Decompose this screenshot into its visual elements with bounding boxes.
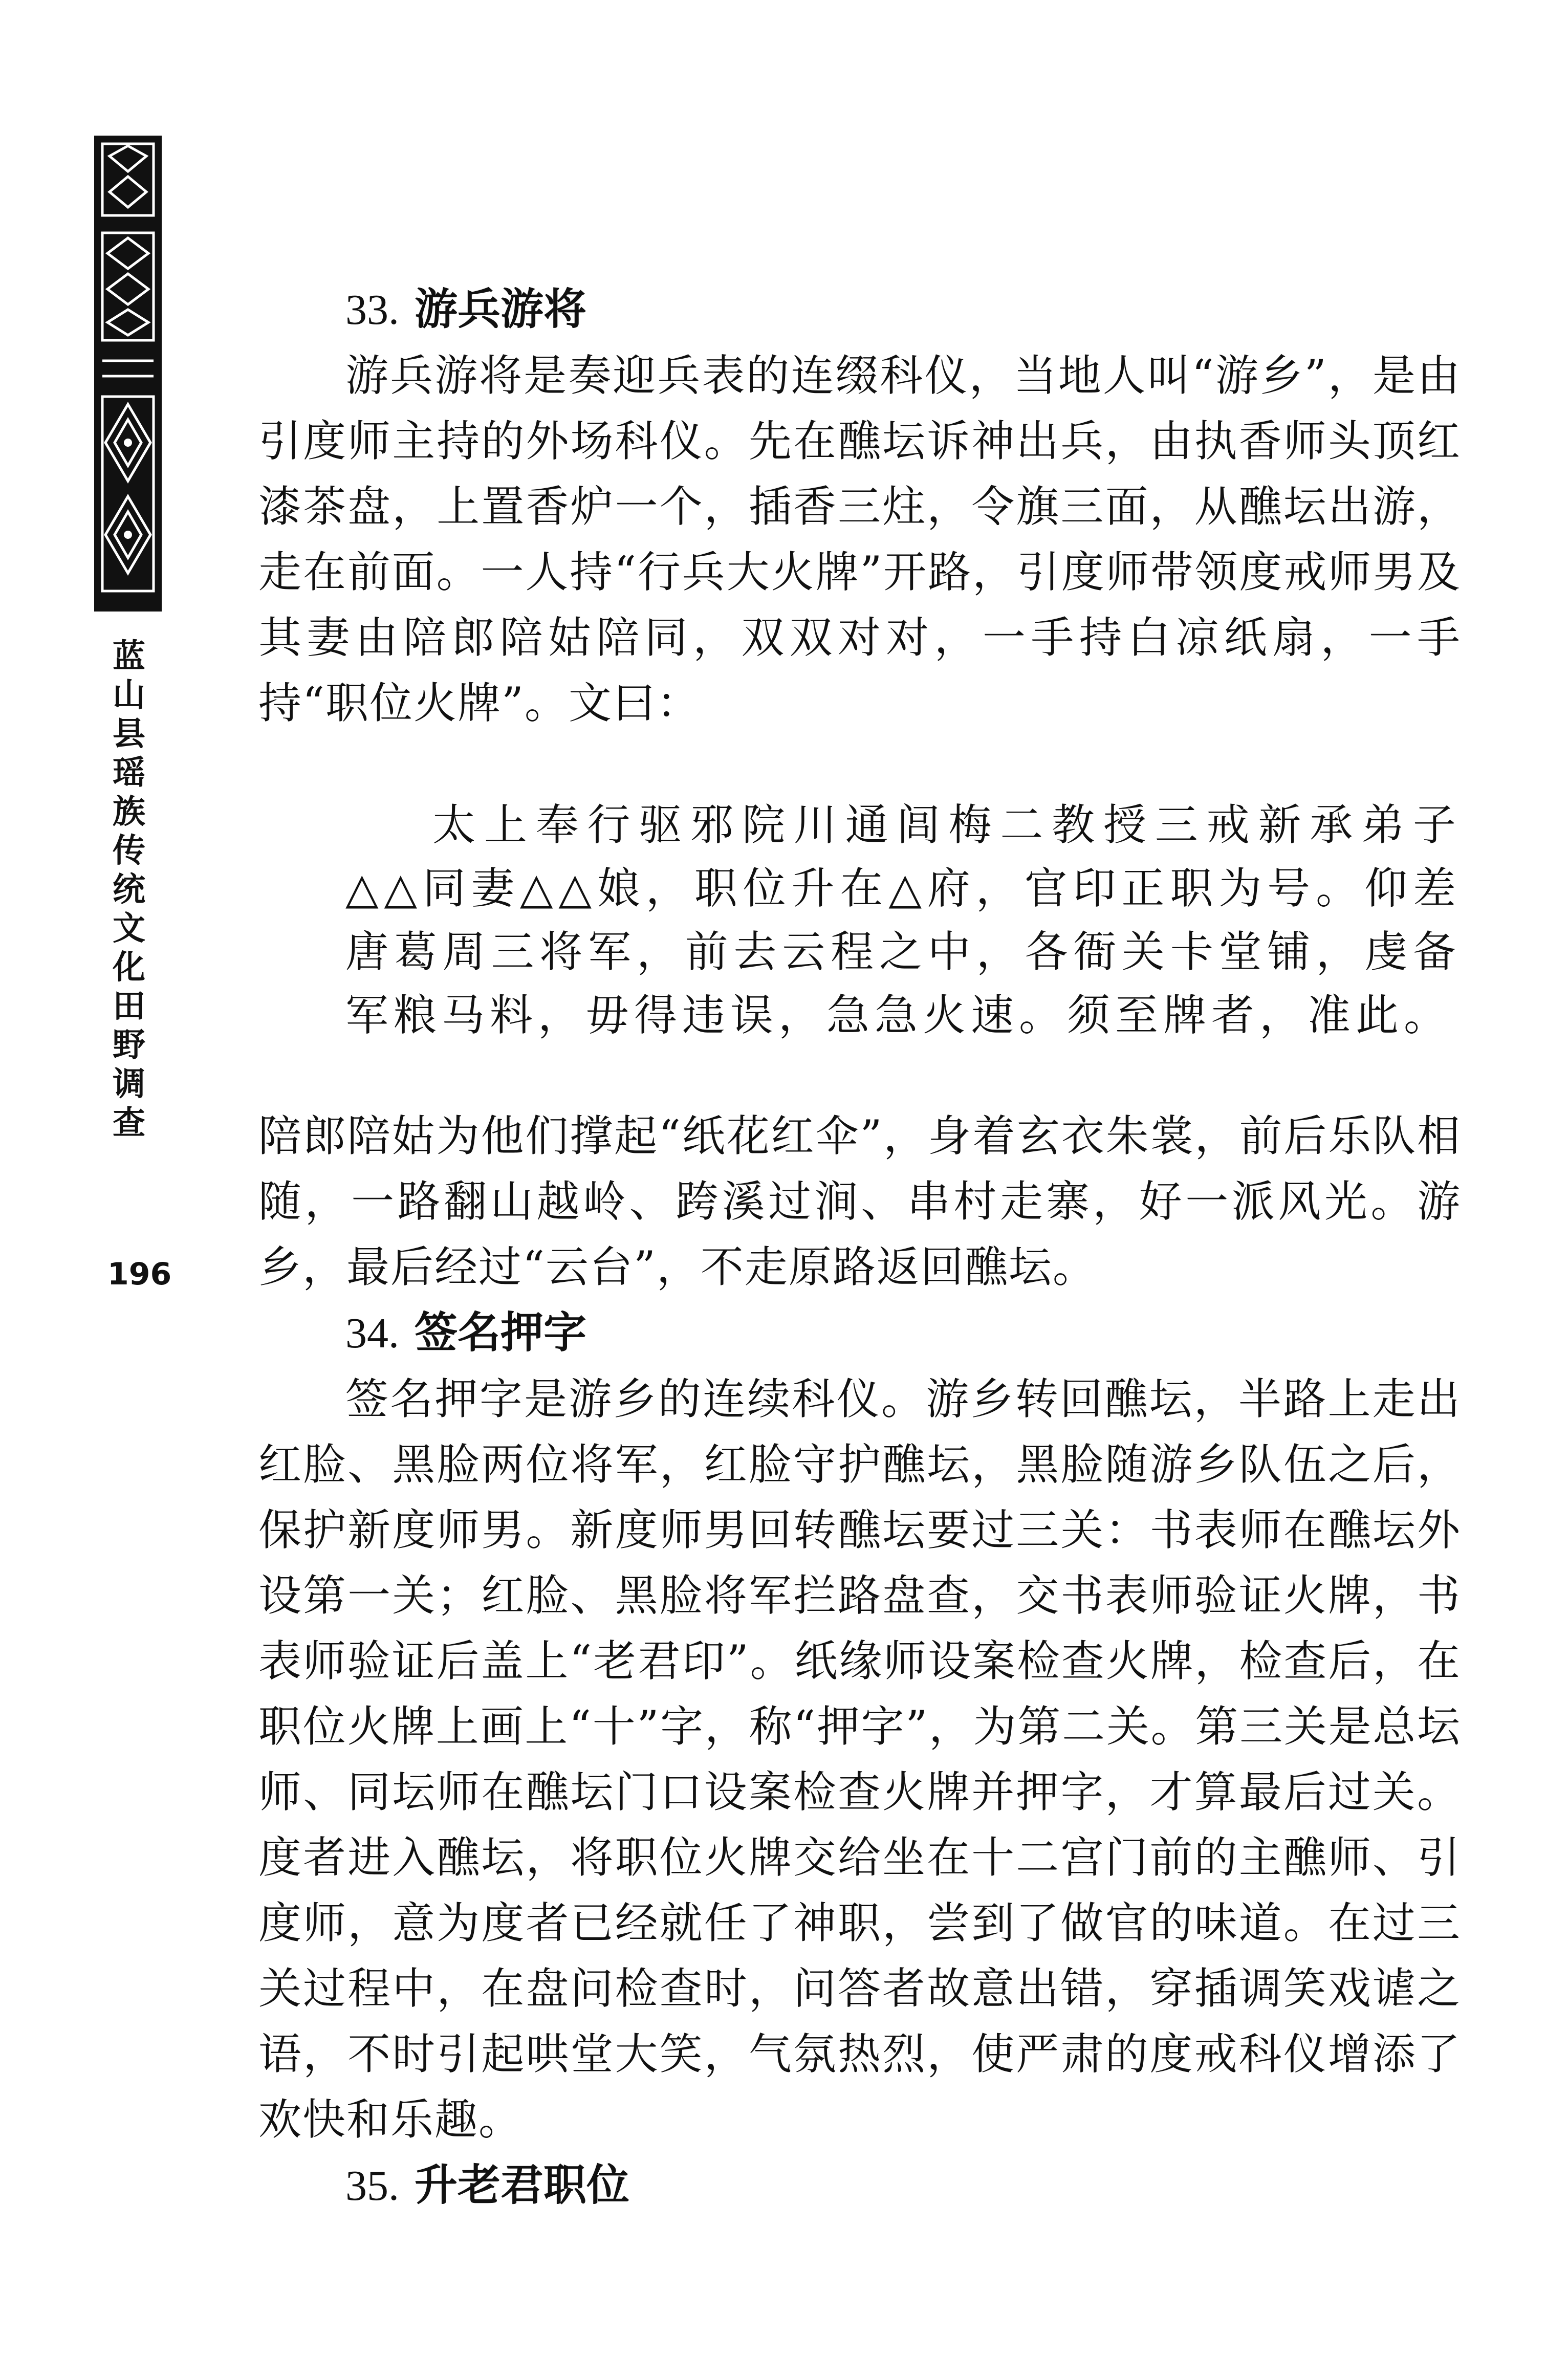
pattern-graphic (94, 136, 162, 612)
side-decorative-pattern (94, 136, 162, 612)
title-char: 野 (113, 1027, 145, 1064)
section-number: 35. (345, 2162, 399, 2210)
title-char: 山 (113, 676, 145, 714)
quoted-text-block: 太上奉行驱邪院川通闾梅二教授三戒新承弟子△△同妻△△娘，职位升在△府，官印正职为号。仰差唐葛周三将军，前去云程之中，各衙关卡堂铺，虔备军粮马料，毋得违误，急急火速。须至牌者，准此。 (345, 800, 1461, 1040)
section-title: 升老君职位 (415, 2160, 630, 2210)
section-number: 33. (345, 286, 399, 334)
paragraph: 陪郎陪姑为他们撑起“纸花红伞”，身着玄衣朱裳，前后乐队相随，一路翻山越岭、跨溪过涧、串村走寨，好一派风光。游乡，最后经过“云台”，不走原路返回醮坛。 (258, 1111, 1461, 1292)
section-number: 34. (345, 1309, 399, 1357)
section-heading-35 (258, 2152, 1461, 2219)
title-char: 查 (113, 1104, 145, 1142)
section-title: 签名押字 (415, 1307, 587, 1358)
title-char: 县 (113, 715, 145, 753)
vertical-book-title (108, 637, 149, 1143)
title-char: 化 (113, 949, 145, 987)
section-heading-33 (258, 276, 1461, 343)
paragraph: 签名押字是游乡的连续科仪。游乡转回醮坛，半路上走出红脸、黑脸两位将军，红脸守护醮坛，黑脸随游乡队伍之后，保护新度师男。新度师男回转醮坛要过三关：书表师在醮坛外设第一关；红脸、黑脸将军拦路盘查，交书表师验证火牌，书表师验证后盖上“老君印”。纸缘师设案检查火牌，检查后，在职位火牌上画上“十”字，称“押字”，为第二关。第三关是总坛师、同坛师在醮坛门口设案检查火牌并押字，才算最后过关。度者进入醮坛，将职位火牌交给坐在十二宫门前的主醮师、引度师，意为度者已经就任了神职，尝到了做官的味道。在过三关过程中，在盘问检查时，问答者故意出错，穿插调笑戏谑之语，不时引起哄堂大笑，气氛热烈，使严肃的度戒科仪增添了欢快和乐趣。 (258, 1374, 1461, 2145)
title-char: 蓝 (113, 638, 145, 675)
main-text (258, 276, 1461, 2219)
title-char: 瑶 (113, 754, 145, 792)
page-number: 196 (107, 1256, 172, 1292)
title-char: 田 (113, 988, 145, 1025)
title-char: 文 (113, 910, 145, 948)
section-heading-34 (258, 1300, 1461, 1366)
title-char: 族 (113, 793, 145, 831)
title-char: 传 (113, 832, 145, 870)
title-char: 统 (113, 871, 145, 909)
section-title: 游兵游将 (415, 284, 587, 334)
paragraph: 游兵游将是奏迎兵表的连缀科仪，当地人叫“游乡”，是由引度师主持的外场科仪。先在醮坛诉神出兵，由执香师头顶红漆茶盘，上置香炉一个，插香三炷，令旗三面，从醮坛出游，走在前面。一人持“行兵大火牌”开路，引度师带领度戒师男及其妻由陪郎陪姑陪同，双双对对，一手持白凉纸扇，一手持“职位火牌”。文曰： (258, 351, 1461, 728)
title-char: 调 (113, 1065, 145, 1103)
